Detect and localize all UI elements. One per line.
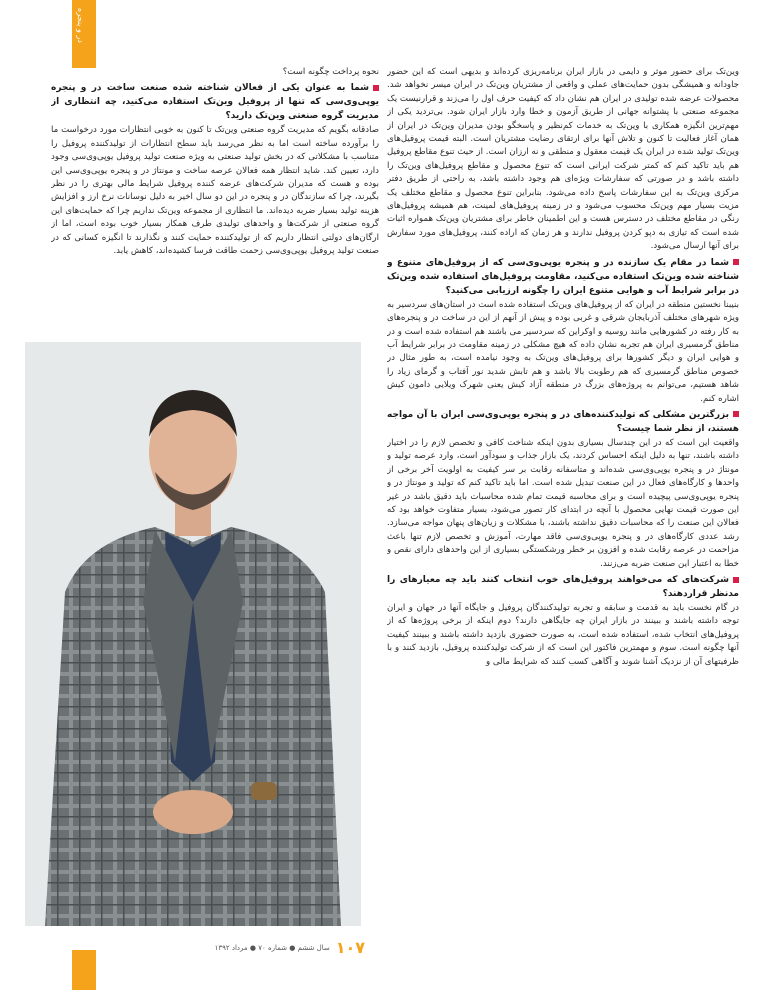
portrait-photo <box>25 342 361 926</box>
question-text: شرکت‌های که می‌خواهند پروفیل‌های خوب انتخاب کنند باید چه معیارهای را مدنظر قراردهند؟ <box>387 575 739 599</box>
interview-question <box>387 573 739 601</box>
page-number: ۱۰۷ <box>335 938 365 957</box>
paragraph: نحوه پرداخت چگونه است؟ <box>282 67 379 77</box>
paragraph: در گام نخست باید به قدمت و سابقه و تجربه تولیدکنندگان پروفیل و جایگاه آنها در جهان و ایران توجه داشته باشند و ببینند در بازار ایران چه جایگاهی دارند؟ دوم اینکه از برخی پروژه‌ها که از پروفیل‌های انتخاب شده، استفاده شده است، به صورت حضوری بازدید داشته باشند و ببینند کیفیت آنها چگونه است. سوم و مهمترین فاکتور این است که از شرکت تولیدکننده پروفیل، بازدید کنند و با ظرفیتهای آن از نزدیک آشنا شوند و آگاهی کسب کنند که شرایط مالی و <box>387 603 739 667</box>
interview-question <box>387 408 739 436</box>
section-tab-label: در و پنجره <box>76 8 85 43</box>
paragraph: صادقانه بگویم که مدیریت گروه صنعتی وین‌تک تا کنون به خوبی انتظارات مورد درخواست ما را برآورده ساخته است اما به نظر می‌رسد باید سطح انتظارات از تولیدکننده پروفیل را متناسب با مشکلاتی که در بخش تولید صنعتی به ویژه صنعت تولید پروفیل یوپی‌وی‌سی وجود دارد، تعیین کند. شاید انتظار همه فعالان عرصه ساخت و مونتاژ در و پنجره یوپی‌وی‌سی این بوده و هست که مدیران شرکت‌های عرضه کننده پروفیل شرایط مالی بهتری را در نظر بگیرند، چرا که سازندگان در و پنجره در این دو سال اخیر به دلیل نوسانات نرخ ارز و افزایش هزینه تولید بسیار ضربه دیده‌اند. ما انتظاری از مجموعه وین‌تک نداریم چرا که حمایت‌های این گروه صنعتی از شرکت‌ها و واحدهای تولیدی طرف همکار بسیار خوب بوده است، اما از ارگان‌های دولتی انتظار داریم که از تولیدکننده حمایت کنند و نگذارند تا انگیزه کسانی که در صنعت تولید پروفیل یوپی‌وی‌سی زحمت طاقت فرسا کشیده‌اند، کاهش یابد. <box>51 125 379 257</box>
bullet-square-icon <box>733 577 739 583</box>
section-tab <box>72 0 96 68</box>
paragraph: وین‌تک برای حضور موثر و دایمی در بازار ایران برنامه‌ریزی کرده‌اند و بدیهی است که این حضور جاودانه و همیشگی بدون حمایت‌های عملی و واقعی از مشتریان وین‌تک در ایران میسر نخواهد شد. محصولات عرضه شده تولیدی در ایران هم نشان داد که کیفیت حرف اول را می‌زند و قرارنیست یک مجموعه صنعتی با پشتوانه جهانی از طریق آزمون و خطا وارد بازار ایران شود. بی‌تردید یکی از مهم‌ترین انگیزه همکاری با وین‌تک به خدمات کم‌نظیر و پاسخگو بودن مدیران وین‌تک در ایران از همان آغاز فعالیت تا کنون و تلاش آنها برای ارتقای رضایت مشتریان است. البته قیمت پروفیل‌های وین‌تک تولید شده در ایران یک قیمت معقول و منطقی و نه ارزان است. از حیث تنوع مقاطع پروفیل هم باید تاکید کنم که کمتر شرکت ایرانی است که تنوع محصول و مقاطع پروفیل‌های وین‌تک را داشته باشد و در صورتی که سفارشات ویژه‌ای هم وجود داشته باشد، به راحتی از طریق دفتر مرکزی وین‌تک به این سفارشات پاسخ داده می‌شود. بنابراین تنوع محصول و مقاطع مختلف یک مزیت بسیار مهم وین‌تک محسوب می‌شود و در زمینه پروفیل‌های لمینت، هم همیشه پروفیل‌های رنگی در مقاطع مختلف در دسترس هست و این اطمینان خاطر برای مشتریان وین‌تک همواره اثبات شده است که تیازی به دپو کردن پروفیل ندارند و هر زمان که اراده کنند، پروفیل‌های مورد سفارش برای آنها ارسال می‌شود. <box>387 67 739 252</box>
bullet-square-icon <box>733 259 739 265</box>
question-text: بزرگترین مشکلی که تولیدکننده‌های در و پنجره یوپی‌وی‌سی ایران با آن مواجه هستند، از نظر شما چیست؟ <box>387 409 739 434</box>
bullet-square-icon <box>373 85 379 91</box>
bullet-square-icon <box>733 411 739 417</box>
left-text-column <box>51 66 379 338</box>
issue-info: سال ششم ● شماره ۷۰ ● مرداد ۱۳۹۲ <box>214 943 330 952</box>
question-text: شما در مقام یک سازنده در و پنجره یوپی‌وی‌سی که از پروفیل‌های متنوع و شناخته شده وین‌تک استفاده می‌کنید، مقاومت پروفیل‌های استفاده شده وین‌تک در برابر شرایط آب و هوایی متنوع ایران را چگونه ارزیابی می‌کنید؟ <box>387 257 739 296</box>
paragraph: واقعیت این است که در این چندسال بسیاری بدون اینکه شناخت کافی و تخصص لازم را در اختیار داشته باشند، تنها به دلیل اینکه احساس کردند، یک بازار جذاب و سودآور است، وارد عرصه تولید و مونتاژ در و پنجره یوپی‌وی‌سی شده‌اند و متاسفانه رقابت بر سر کیفیت به اولویت آخر برخی از واحدها و کارگاه‌های فعال در این صنعت تبدیل شده است. اما باید تاکید کنم که تولید و مونتاژ در و پنجره یوپی‌وی‌سی پیچیده است و برای محاسبه قیمت تمام شده محاسبات باید دقیق باشد در غیر این صورت قیمت نهایی محصول با آنچه در ابتدای کار تصور می‌شود، بسیار متفاوت خواهد بود که فعالان این صنعت را که محاسبات دقیق نداشته باشند، با مشکلات و زیان‌های پنهان مواجه می‌سازد. رشد عددی کارگاه‌های در و پنجره یوپی‌وی‌سی فاقد مهارت، آموزش و تخصص لازم تنها باعث مزاحمت در عرصه رقابت شده و افزون بر خطر ورشکستگی بسیاری از این واحدهای دارای نقص و خطا به اعتبار این صنعت ضربه می‌زنند. <box>387 437 739 569</box>
footer-accent-bar <box>72 950 96 990</box>
right-text-column <box>387 66 739 926</box>
interview-question <box>51 81 379 123</box>
question-text: شما به عنوان یکی از فعالان شناخته شده صنعت ساخت در و پنجره یوپی‌وی‌سی که تنها از پروفیل وین‌تک استفاده می‌کنید، چه انتظاری از مدیریت گروه صنعتی وین‌تک دارید؟ <box>51 83 379 122</box>
paragraph: بنیبنا نخستین منطقه در ایران که از پروفیل‌های وین‌تک استفاده شده است در استان‌های سردسیر به ویژه شهرهای مختلف آذربایجان شرقی و غربی بوده و پیش از آنهم از این در ساخت در و پنجره‌های به کار رفته در کشورهایی مانند روسیه و اوکراین که سردسیر می باشند هم استفاده شده است و در مناطق گرمسیری ایران هم تجربه نشان داده که هیچ مشکلی در زمینه مقاومت در برابر شرایط آب و هوایی ایران و دیگر کشورها برای پروفیل‌های وین‌تک به وجود نیامده است، به طور مثال در خصوص مناطق گرمسیری که هم رطوبت بالا باشد و هم تابش شدید نور آفتاب و گرمای زیاد را شاهد هستیم، می‌توانم به پروژه‌های بزرگ در منطقه آزاد کیش یعنی شهرک ویلایی دامون کیش اشاره کنم. <box>387 299 739 404</box>
person-illustration <box>25 342 361 926</box>
interview-question <box>387 256 739 298</box>
